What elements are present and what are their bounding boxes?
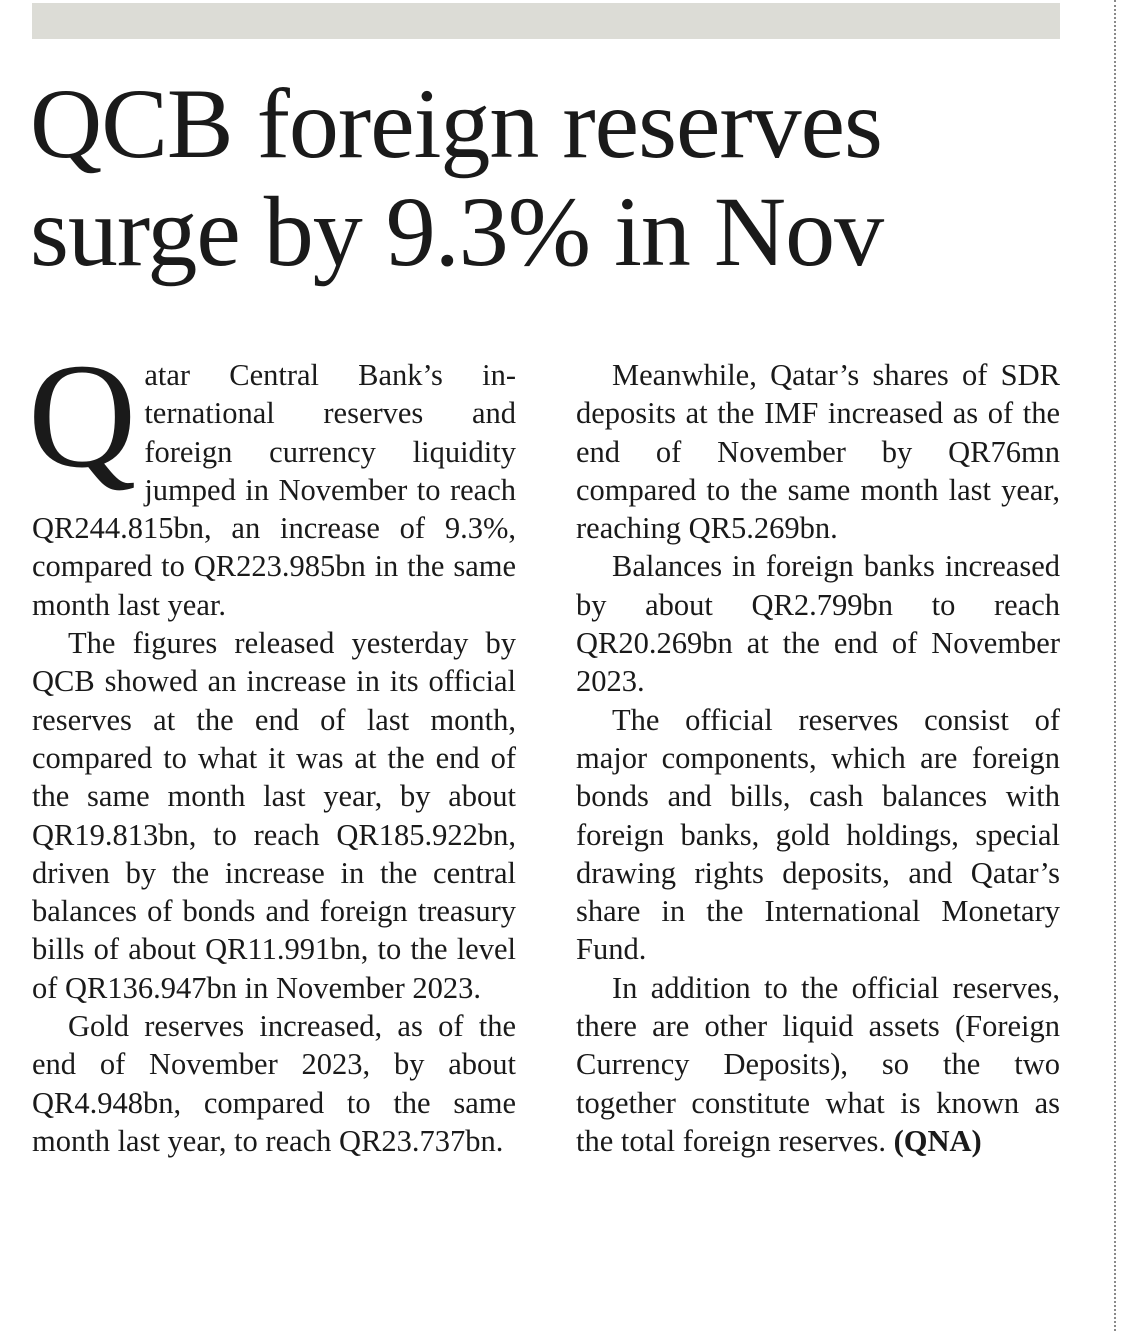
article-paragraph: Gold reserves increased, as of the end of November 2023, by about QR4.948bn, compared to the same month last year, to reach QR23.737bn. [32, 1009, 516, 1158]
article-paragraph: The figures released yesterday by QCB showed an increase in its official reserves at the end of last month, compared to what it was at the end of the same month last year, by about QR19.813bn, to reach QR185.922bn, driven by the increase in the central balances of bonds and foreign treasury bills of about QR11.991bn, to the level of QR136.947bn in November 2023. [32, 626, 516, 1005]
article-column-left [28, 333, 516, 1160]
article-paragraph: Balances in foreign banks increased by about QR2.799bn to reach QR20.269bn at the end of November 2023. [576, 549, 1060, 699]
paragraph-text: atar Central Bank’s international reserves and foreign currency liquidity jumped in November to reach QR244.815bn, an increase of 9.3%, compared to QR223.985bn in the same month last year. [32, 358, 516, 622]
article-paragraph: The official reserves consist of major components, which are foreign bonds and bills, cash balances with foreign banks, gold holdings, special drawing rights deposits, and Qatar’s share in the International Monetary Fund. [576, 702, 1060, 967]
article-paragraph [28, 333, 516, 624]
article-column-right [576, 356, 1060, 1160]
paragraph-text: In addition to the official reserves, there are other liquid assets (Foreign Currency Deposits), so the two together constitute what is known as the total foreign reserves. [576, 970, 1060, 1158]
article-headline [30, 70, 1090, 286]
column-divider-rule [1114, 0, 1116, 1331]
headline-line-2: surge by 9.3% in Nov [30, 176, 884, 287]
top-color-bar [32, 3, 1060, 39]
article-paragraph [576, 969, 1060, 1160]
drop-cap: Q [28, 333, 137, 499]
source-credit: (QNA) [893, 1123, 982, 1158]
headline-line-1: QCB foreign reserves [30, 68, 882, 179]
article-paragraph: Meanwhile, Qatar’s shares of SDR deposits at the IMF increased as of the end of November by QR76mn compared to the same month last year, reaching QR5.269bn. [576, 358, 1060, 546]
